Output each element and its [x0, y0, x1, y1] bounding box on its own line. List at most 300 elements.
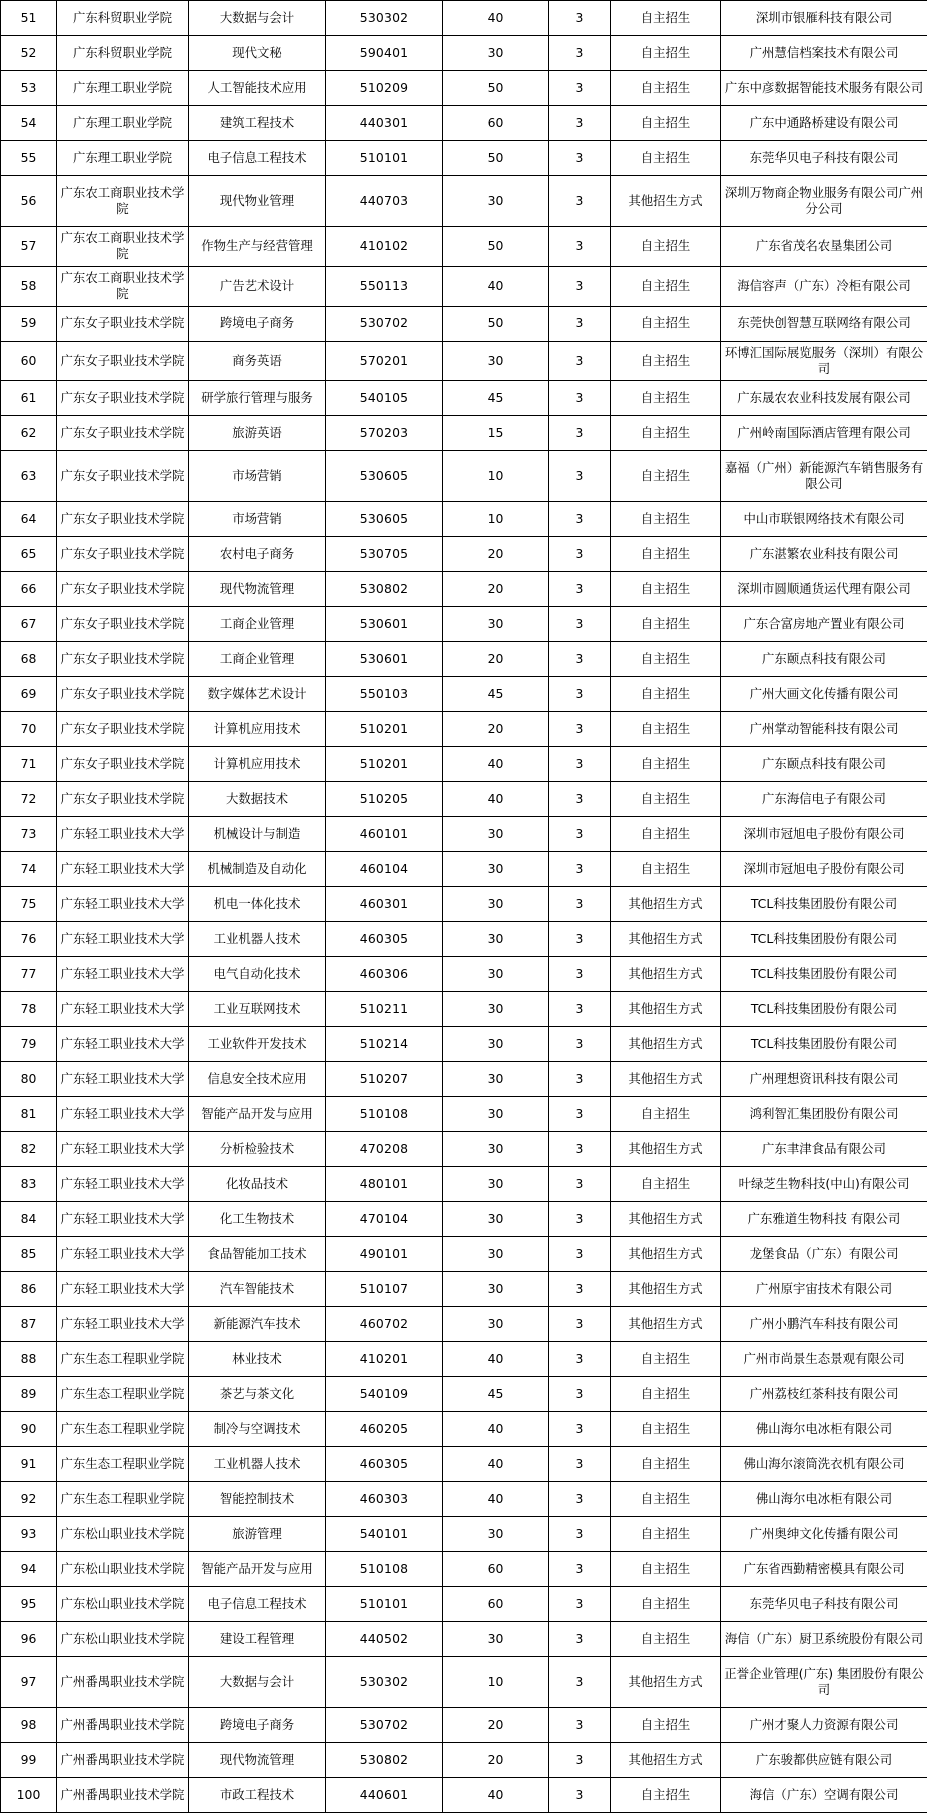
cell-school: 广东女子职业技术学院 — [57, 642, 189, 677]
cell-index: 70 — [1, 712, 57, 747]
cell-code: 530601 — [326, 607, 443, 642]
cell-code: 460305 — [326, 1447, 443, 1482]
cell-mode: 自主招生 — [611, 1097, 721, 1132]
cell-school: 广东轻工职业技术大学 — [57, 1097, 189, 1132]
cell-corp: 深圳市冠旭电子股份有限公司 — [721, 817, 927, 852]
cell-quota: 40 — [443, 1778, 549, 1813]
cell-quota: 20 — [443, 1708, 549, 1743]
cell-school: 广东生态工程职业学院 — [57, 1447, 189, 1482]
cell-code: 460702 — [326, 1307, 443, 1342]
cell-major: 人工智能技术应用 — [189, 71, 326, 106]
cell-corp: TCL科技集团股份有限公司 — [721, 922, 927, 957]
cell-index: 53 — [1, 71, 57, 106]
cell-years: 3 — [549, 502, 611, 537]
cell-school: 广东农工商职业技术学院 — [57, 227, 189, 267]
cell-index: 66 — [1, 572, 57, 607]
cell-major: 旅游管理 — [189, 1517, 326, 1552]
cell-school: 广州番禺职业技术学院 — [57, 1778, 189, 1813]
cell-years: 3 — [549, 416, 611, 451]
cell-mode: 自主招生 — [611, 677, 721, 712]
cell-school: 广东女子职业技术学院 — [57, 381, 189, 416]
cell-code: 530302 — [326, 1, 443, 36]
table-row — [1, 992, 927, 1027]
cell-quota: 30 — [443, 1132, 549, 1167]
table-row — [1, 341, 927, 381]
cell-major: 大数据技术 — [189, 782, 326, 817]
cell-code: 460104 — [326, 852, 443, 887]
cell-mode: 自主招生 — [611, 1447, 721, 1482]
cell-code: 530802 — [326, 572, 443, 607]
cell-code: 510201 — [326, 712, 443, 747]
table-row — [1, 227, 927, 267]
table-row — [1, 1517, 927, 1552]
cell-corp: 广州原宇宙技术有限公司 — [721, 1272, 927, 1307]
cell-mode: 其他招生方式 — [611, 1272, 721, 1307]
cell-code: 460205 — [326, 1412, 443, 1447]
cell-code: 530605 — [326, 502, 443, 537]
cell-mode: 自主招生 — [611, 1377, 721, 1412]
cell-quota: 30 — [443, 1517, 549, 1552]
cell-years: 3 — [549, 451, 611, 502]
cell-mode: 自主招生 — [611, 782, 721, 817]
cell-years: 3 — [549, 992, 611, 1027]
cell-mode: 自主招生 — [611, 381, 721, 416]
cell-major: 汽车智能技术 — [189, 1272, 326, 1307]
cell-mode: 自主招生 — [611, 537, 721, 572]
cell-major: 制冷与空调技术 — [189, 1412, 326, 1447]
cell-quota: 60 — [443, 106, 549, 141]
table-row — [1, 712, 927, 747]
cell-school: 广东松山职业技术学院 — [57, 1622, 189, 1657]
cell-index: 59 — [1, 306, 57, 341]
cell-school: 广东轻工职业技术大学 — [57, 1167, 189, 1202]
cell-major: 大数据与会计 — [189, 1, 326, 36]
cell-index: 60 — [1, 341, 57, 381]
cell-code: 550103 — [326, 677, 443, 712]
table-row — [1, 1743, 927, 1778]
cell-mode: 自主招生 — [611, 1708, 721, 1743]
cell-corp: 东莞快创智慧互联网络有限公司 — [721, 306, 927, 341]
cell-major: 现代物流管理 — [189, 1743, 326, 1778]
cell-quota: 30 — [443, 1097, 549, 1132]
cell-mode: 自主招生 — [611, 416, 721, 451]
cell-quota: 30 — [443, 1307, 549, 1342]
cell-code: 530802 — [326, 1743, 443, 1778]
cell-years: 3 — [549, 141, 611, 176]
cell-school: 广东女子职业技术学院 — [57, 341, 189, 381]
cell-quota: 40 — [443, 1482, 549, 1517]
cell-corp: 广州小鹏汽车科技有限公司 — [721, 1307, 927, 1342]
cell-quota: 20 — [443, 537, 549, 572]
cell-quota: 50 — [443, 227, 549, 267]
cell-index: 95 — [1, 1587, 57, 1622]
cell-index: 78 — [1, 992, 57, 1027]
cell-code: 510107 — [326, 1272, 443, 1307]
cell-major: 工业软件开发技术 — [189, 1027, 326, 1062]
cell-mode: 自主招生 — [611, 747, 721, 782]
cell-years: 3 — [549, 36, 611, 71]
cell-school: 广州番禺职业技术学院 — [57, 1743, 189, 1778]
table-row — [1, 71, 927, 106]
cell-mode: 自主招生 — [611, 141, 721, 176]
cell-school: 广东女子职业技术学院 — [57, 782, 189, 817]
cell-school: 广东轻工职业技术大学 — [57, 1202, 189, 1237]
cell-code: 570203 — [326, 416, 443, 451]
cell-years: 3 — [549, 71, 611, 106]
cell-quota: 60 — [443, 1587, 549, 1622]
cell-school: 广东理工职业学院 — [57, 106, 189, 141]
cell-school: 广东松山职业技术学院 — [57, 1517, 189, 1552]
cell-quota: 15 — [443, 416, 549, 451]
cell-index: 87 — [1, 1307, 57, 1342]
cell-major: 电气自动化技术 — [189, 957, 326, 992]
cell-school: 广东轻工职业技术大学 — [57, 887, 189, 922]
cell-school: 广东松山职业技术学院 — [57, 1587, 189, 1622]
cell-major: 工业机器人技术 — [189, 922, 326, 957]
cell-school: 广东女子职业技术学院 — [57, 677, 189, 712]
cell-mode: 其他招生方式 — [611, 176, 721, 227]
cell-school: 广东轻工职业技术大学 — [57, 852, 189, 887]
cell-mode: 其他招生方式 — [611, 1307, 721, 1342]
table-row — [1, 677, 927, 712]
cell-index: 57 — [1, 227, 57, 267]
cell-quota: 30 — [443, 957, 549, 992]
cell-index: 86 — [1, 1272, 57, 1307]
cell-school: 广东农工商职业技术学院 — [57, 266, 189, 306]
cell-years: 3 — [549, 306, 611, 341]
table-row — [1, 1778, 927, 1813]
cell-major: 计算机应用技术 — [189, 712, 326, 747]
cell-code: 540105 — [326, 381, 443, 416]
cell-corp: 叶绿芝生物科技(中山)有限公司 — [721, 1167, 927, 1202]
cell-school: 广东女子职业技术学院 — [57, 537, 189, 572]
cell-quota: 45 — [443, 381, 549, 416]
cell-index: 65 — [1, 537, 57, 572]
cell-quota: 45 — [443, 1377, 549, 1412]
cell-mode: 自主招生 — [611, 227, 721, 267]
cell-index: 52 — [1, 36, 57, 71]
cell-school: 广东科贸职业学院 — [57, 36, 189, 71]
cell-corp: 海信（广东）空调有限公司 — [721, 1778, 927, 1813]
cell-mode: 自主招生 — [611, 341, 721, 381]
cell-school: 广东轻工职业技术大学 — [57, 1272, 189, 1307]
cell-corp: 广东颐点科技有限公司 — [721, 642, 927, 677]
cell-index: 84 — [1, 1202, 57, 1237]
cell-corp: 广东合富房地产置业有限公司 — [721, 607, 927, 642]
cell-years: 3 — [549, 1097, 611, 1132]
cell-code: 530601 — [326, 642, 443, 677]
cell-code: 460303 — [326, 1482, 443, 1517]
cell-corp: 广东中彦数据智能技术服务有限公司 — [721, 71, 927, 106]
cell-corp: TCL科技集团股份有限公司 — [721, 992, 927, 1027]
cell-index: 75 — [1, 887, 57, 922]
cell-index: 77 — [1, 957, 57, 992]
table-row — [1, 957, 927, 992]
cell-code: 530702 — [326, 1708, 443, 1743]
cell-school: 广东生态工程职业学院 — [57, 1342, 189, 1377]
cell-major: 大数据与会计 — [189, 1657, 326, 1708]
table-row — [1, 642, 927, 677]
cell-mode: 其他招生方式 — [611, 1202, 721, 1237]
cell-corp: 广东雅道生物科技 有限公司 — [721, 1202, 927, 1237]
cell-corp: 龙堡食品（广东）有限公司 — [721, 1237, 927, 1272]
table-row — [1, 176, 927, 227]
cell-major: 食品智能加工技术 — [189, 1237, 326, 1272]
cell-corp: 东莞华贝电子科技有限公司 — [721, 141, 927, 176]
cell-school: 广东生态工程职业学院 — [57, 1377, 189, 1412]
cell-index: 79 — [1, 1027, 57, 1062]
cell-index: 80 — [1, 1062, 57, 1097]
cell-years: 3 — [549, 266, 611, 306]
cell-corp: 佛山海尔电冰柜有限公司 — [721, 1412, 927, 1447]
cell-mode: 自主招生 — [611, 502, 721, 537]
table-row — [1, 537, 927, 572]
cell-major: 现代物流管理 — [189, 572, 326, 607]
cell-code: 530302 — [326, 1657, 443, 1708]
cell-index: 69 — [1, 677, 57, 712]
cell-quota: 10 — [443, 502, 549, 537]
cell-corp: 佛山海尔电冰柜有限公司 — [721, 1482, 927, 1517]
cell-school: 广东松山职业技术学院 — [57, 1552, 189, 1587]
cell-major: 广告艺术设计 — [189, 266, 326, 306]
table-row — [1, 1708, 927, 1743]
table-row — [1, 106, 927, 141]
cell-years: 3 — [549, 1778, 611, 1813]
cell-school: 广东轻工职业技术大学 — [57, 1062, 189, 1097]
cell-years: 3 — [549, 1412, 611, 1447]
cell-code: 440301 — [326, 106, 443, 141]
cell-years: 3 — [549, 1, 611, 36]
cell-corp: 海信（广东）厨卫系统股份有限公司 — [721, 1622, 927, 1657]
table-row — [1, 1272, 927, 1307]
table-row — [1, 1552, 927, 1587]
cell-years: 3 — [549, 227, 611, 267]
cell-quota: 40 — [443, 1342, 549, 1377]
cell-corp: TCL科技集团股份有限公司 — [721, 957, 927, 992]
cell-major: 跨境电子商务 — [189, 306, 326, 341]
cell-quota: 45 — [443, 677, 549, 712]
cell-quota: 20 — [443, 572, 549, 607]
cell-school: 广东科贸职业学院 — [57, 1, 189, 36]
table-row — [1, 1202, 927, 1237]
cell-quota: 30 — [443, 922, 549, 957]
cell-school: 广东生态工程职业学院 — [57, 1482, 189, 1517]
cell-index: 73 — [1, 817, 57, 852]
cell-mode: 自主招生 — [611, 572, 721, 607]
cell-code: 510108 — [326, 1552, 443, 1587]
cell-major: 分析检验技术 — [189, 1132, 326, 1167]
cell-major: 工商企业管理 — [189, 607, 326, 642]
table-row — [1, 1, 927, 36]
cell-corp: 广州大画文化传播有限公司 — [721, 677, 927, 712]
cell-major: 电子信息工程技术 — [189, 1587, 326, 1622]
cell-major: 跨境电子商务 — [189, 1708, 326, 1743]
cell-mode: 自主招生 — [611, 36, 721, 71]
cell-major: 商务英语 — [189, 341, 326, 381]
cell-years: 3 — [549, 607, 611, 642]
cell-index: 56 — [1, 176, 57, 227]
cell-quota: 30 — [443, 176, 549, 227]
cell-quota: 20 — [443, 712, 549, 747]
cell-quota: 30 — [443, 1237, 549, 1272]
cell-code: 480101 — [326, 1167, 443, 1202]
cell-corp: TCL科技集团股份有限公司 — [721, 887, 927, 922]
cell-years: 3 — [549, 747, 611, 782]
cell-code: 530702 — [326, 306, 443, 341]
cell-quota: 30 — [443, 1167, 549, 1202]
cell-index: 98 — [1, 1708, 57, 1743]
cell-corp: 广东骏都供应链有限公司 — [721, 1743, 927, 1778]
cell-years: 3 — [549, 642, 611, 677]
cell-index: 71 — [1, 747, 57, 782]
cell-index: 85 — [1, 1237, 57, 1272]
cell-mode: 其他招生方式 — [611, 992, 721, 1027]
cell-school: 广东生态工程职业学院 — [57, 1412, 189, 1447]
cell-code: 550113 — [326, 266, 443, 306]
cell-mode: 自主招生 — [611, 266, 721, 306]
cell-years: 3 — [549, 922, 611, 957]
table-row — [1, 416, 927, 451]
cell-corp: 东莞华贝电子科技有限公司 — [721, 1587, 927, 1622]
cell-corp: 嘉福（广州）新能源汽车销售服务有限公司 — [721, 451, 927, 502]
cell-years: 3 — [549, 1743, 611, 1778]
cell-years: 3 — [549, 1307, 611, 1342]
cell-corp: 深圳万物商企物业服务有限公司广州分公司 — [721, 176, 927, 227]
cell-school: 广州番禺职业技术学院 — [57, 1657, 189, 1708]
cell-major: 现代文秘 — [189, 36, 326, 71]
cell-years: 3 — [549, 1132, 611, 1167]
cell-quota: 30 — [443, 887, 549, 922]
cell-corp: 广东中通路桥建设有限公司 — [721, 106, 927, 141]
cell-quota: 20 — [443, 1743, 549, 1778]
cell-index: 51 — [1, 1, 57, 36]
cell-quota: 20 — [443, 642, 549, 677]
cell-mode: 自主招生 — [611, 1, 721, 36]
cell-mode: 其他招生方式 — [611, 1743, 721, 1778]
cell-major: 农村电子商务 — [189, 537, 326, 572]
cell-school: 广东女子职业技术学院 — [57, 451, 189, 502]
cell-major: 建筑工程技术 — [189, 106, 326, 141]
cell-quota: 10 — [443, 451, 549, 502]
cell-corp: 深圳市圆顺通货运代理有限公司 — [721, 572, 927, 607]
cell-school: 广东轻工职业技术大学 — [57, 922, 189, 957]
cell-index: 64 — [1, 502, 57, 537]
cell-mode: 自主招生 — [611, 71, 721, 106]
cell-mode: 自主招生 — [611, 451, 721, 502]
cell-corp: 广州才聚人力资源有限公司 — [721, 1708, 927, 1743]
cell-quota: 40 — [443, 266, 549, 306]
cell-code: 590401 — [326, 36, 443, 71]
cell-mode: 自主招生 — [611, 1587, 721, 1622]
cell-code: 410102 — [326, 227, 443, 267]
cell-years: 3 — [549, 106, 611, 141]
cell-code: 510207 — [326, 1062, 443, 1097]
cell-school: 广东女子职业技术学院 — [57, 747, 189, 782]
cell-code: 510108 — [326, 1097, 443, 1132]
table-row — [1, 572, 927, 607]
cell-years: 3 — [549, 1552, 611, 1587]
cell-mode: 自主招生 — [611, 1342, 721, 1377]
cell-years: 3 — [549, 1587, 611, 1622]
cell-mode: 自主招生 — [611, 1552, 721, 1587]
cell-major: 市场营销 — [189, 502, 326, 537]
cell-index: 96 — [1, 1622, 57, 1657]
cell-index: 55 — [1, 141, 57, 176]
cell-quota: 30 — [443, 1027, 549, 1062]
cell-quota: 50 — [443, 71, 549, 106]
table-row — [1, 607, 927, 642]
cell-school: 广东轻工职业技术大学 — [57, 957, 189, 992]
table-row — [1, 747, 927, 782]
cell-years: 3 — [549, 1027, 611, 1062]
cell-corp: 广州掌动智能科技有限公司 — [721, 712, 927, 747]
cell-quota: 10 — [443, 1657, 549, 1708]
cell-years: 3 — [549, 572, 611, 607]
cell-quota: 30 — [443, 852, 549, 887]
cell-major: 作物生产与经营管理 — [189, 227, 326, 267]
cell-code: 540101 — [326, 1517, 443, 1552]
cell-code: 510211 — [326, 992, 443, 1027]
cell-major: 计算机应用技术 — [189, 747, 326, 782]
cell-school: 广东轻工职业技术大学 — [57, 1132, 189, 1167]
cell-index: 100 — [1, 1778, 57, 1813]
cell-years: 3 — [549, 1482, 611, 1517]
cell-code: 460305 — [326, 922, 443, 957]
cell-quota: 30 — [443, 1062, 549, 1097]
cell-mode: 自主招生 — [611, 1167, 721, 1202]
cell-quota: 40 — [443, 1, 549, 36]
cell-code: 440502 — [326, 1622, 443, 1657]
cell-mode: 其他招生方式 — [611, 1027, 721, 1062]
cell-mode: 自主招生 — [611, 1482, 721, 1517]
cell-major: 茶艺与茶文化 — [189, 1377, 326, 1412]
cell-school: 广东女子职业技术学院 — [57, 572, 189, 607]
table-row — [1, 1062, 927, 1097]
cell-index: 72 — [1, 782, 57, 817]
cell-years: 3 — [549, 1517, 611, 1552]
cell-major: 智能控制技术 — [189, 1482, 326, 1517]
cell-corp: 广州奥绅文化传播有限公司 — [721, 1517, 927, 1552]
cell-major: 机械设计与制造 — [189, 817, 326, 852]
cell-mode: 其他招生方式 — [611, 1132, 721, 1167]
cell-mode: 自主招生 — [611, 852, 721, 887]
cell-major: 电子信息工程技术 — [189, 141, 326, 176]
cell-years: 3 — [549, 1062, 611, 1097]
cell-index: 81 — [1, 1097, 57, 1132]
cell-quota: 30 — [443, 992, 549, 1027]
table-row — [1, 1342, 927, 1377]
cell-major: 新能源汽车技术 — [189, 1307, 326, 1342]
cell-index: 94 — [1, 1552, 57, 1587]
cell-code: 460306 — [326, 957, 443, 992]
cell-index: 92 — [1, 1482, 57, 1517]
cell-major: 化妆品技术 — [189, 1167, 326, 1202]
cell-major: 工业机器人技术 — [189, 1447, 326, 1482]
table-row — [1, 1377, 927, 1412]
cell-mode: 自主招生 — [611, 1412, 721, 1447]
table-row — [1, 1657, 927, 1708]
table-row — [1, 451, 927, 502]
table-row — [1, 1167, 927, 1202]
cell-school: 广州番禺职业技术学院 — [57, 1708, 189, 1743]
cell-index: 68 — [1, 642, 57, 677]
cell-corp: TCL科技集团股份有限公司 — [721, 1027, 927, 1062]
cell-code: 440601 — [326, 1778, 443, 1813]
cell-code: 510101 — [326, 1587, 443, 1622]
cell-mode: 自主招生 — [611, 1622, 721, 1657]
cell-quota: 30 — [443, 1622, 549, 1657]
cell-major: 工商企业管理 — [189, 642, 326, 677]
